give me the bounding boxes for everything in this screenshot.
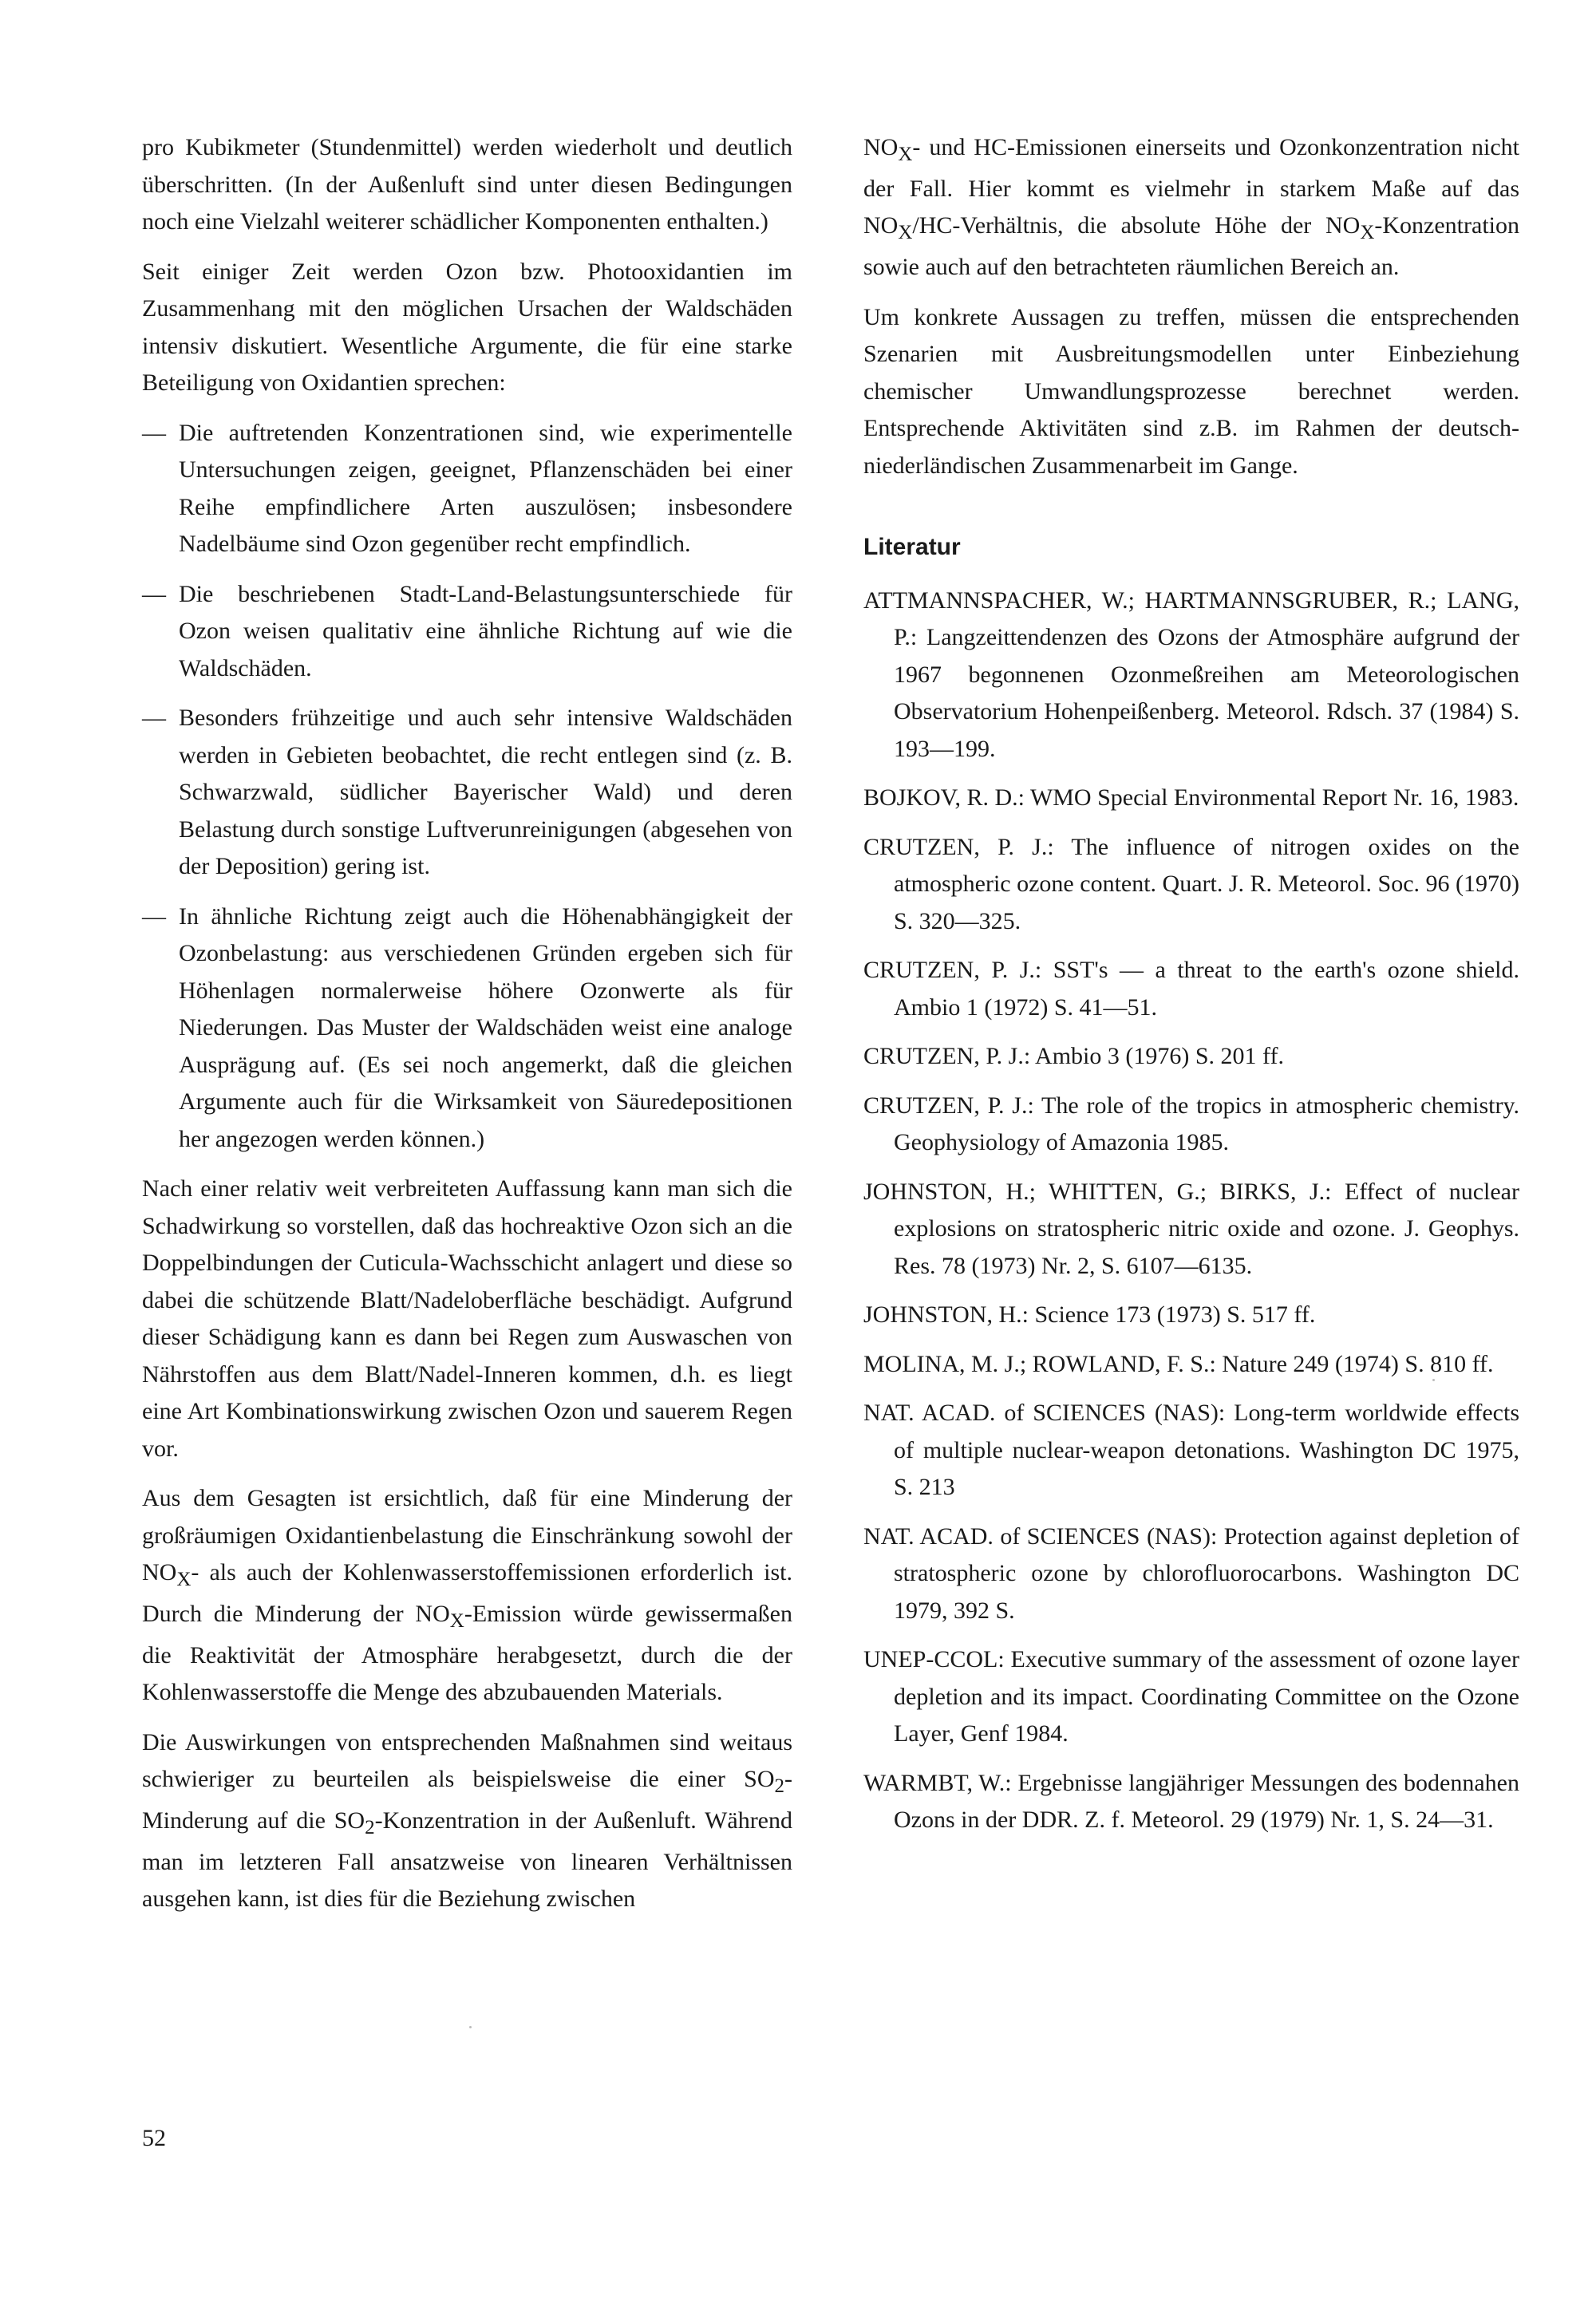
text-run: -Konzentration in der Außenluft. Während man im letzteren Fall ansatzweise von linearen Verhältnissen ausgehen kann, ist dies für die Beziehung zwischen	[142, 1807, 792, 1912]
reference-item: UNEP-CCOL: Executive summary of the assessment of ozone layer depletion and its impact. Coordinating Committee on the Ozone Layer, Genf 1984.	[863, 1646, 1519, 1747]
reference-item: CRUTZEN, P. J.: Ambio 3 (1976) S. 201 ff.	[863, 1043, 1284, 1069]
paragraph	[142, 1724, 792, 1918]
reference-item: BOJKOV, R. D.: WMO Special Environmental Report Nr. 16, 1983.	[863, 784, 1519, 811]
reference-item: CRUTZEN, P. J.: The influence of nitrogen oxides on the atmospheric ozone content. Quart. J. R. Meteorol. Soc. 96 (1970) S. 320—325.	[863, 833, 1519, 934]
left-column	[142, 129, 792, 1931]
reference-item: CRUTZEN, P. J.: The role of the tropics in atmospheric chemistry. Geophysiology of Amazonia 1985.	[863, 1092, 1519, 1155]
paragraph: Um konkrete Aussagen zu treffen, müssen die entsprechenden Szenarien mit Ausbreitungsmodellen unter Einbeziehung chemischer Umwandlungsprozesse berechnet werden. Entsprechende Aktivitäten sind z.B. im Rahmen der deutsch-niederländischen Zusammenarbeit im Gange.	[863, 303, 1519, 479]
subscript: X	[176, 1569, 192, 1590]
reference-item: CRUTZEN, P. J.: SST's — a threat to the earth's ozone shield. Ambio 1 (1972) S. 41—51.	[863, 957, 1519, 1021]
reference-item: ATTMANNSPACHER, W.; HARTMANNSGRUBER, R.; LANG, P.: Langzeittendenzen des Ozons der Atmosphäre aufgrund der 1967 begonnenen Ozonmeßreihen am Meteorologischen Observatorium Hohenpeißenberg. Meteorol. Rdsch. 37 (1984) S. 193—199.	[863, 586, 1519, 762]
reference-list	[863, 582, 1519, 1839]
text-run: Die Auswirkungen von entsprechenden Maßnahmen sind weitaus schwieriger zu beurteilen als beispielsweise die einer SO	[142, 1728, 792, 1792]
subscript: X	[898, 144, 913, 165]
reference-item: JOHNSTON, H.: Science 173 (1973) S. 517 ff.	[863, 1301, 1316, 1328]
paragraph: pro Kubikmeter (Stundenmittel) werden wiederholt und deutlich überschritten. (In der Außenluft sind unter diesen Bedingungen noch eine Vielzahl weiterer schädlicher Komponenten enthalten.)	[142, 134, 792, 235]
subscript: X	[898, 222, 913, 244]
text-run: -Emission würde gewissermaßen die Reaktivität der Atmosphäre herabgesetzt, durch die der Kohlenwasserstoffe die Menge des abzubauenden Materials.	[142, 1600, 792, 1705]
reference-item: MOLINA, M. J.; ROWLAND, F. S.: Nature 249 (1974) S. 810 ff.	[863, 1350, 1494, 1377]
text-run: /HC-Verhältnis, die absolute Höhe der NO	[912, 212, 1361, 239]
page-number: 52	[142, 2125, 166, 2151]
paragraph: Seit einiger Zeit werden Ozon bzw. Photooxidantien im Zusammenhang mit den möglichen Ursachen der Waldschäden intensiv diskutiert. Wesentliche Argumente, die für eine starke Beteiligung von Oxidantien sprechen:	[142, 258, 792, 396]
reference-item: NAT. ACAD. of SCIENCES (NAS): Protection against depletion of stratospheric ozone by chlorofluorocarbons. Washington DC 1979, 392 S.	[863, 1522, 1519, 1624]
subscript: X	[1360, 222, 1375, 244]
reference-item: WARMBT, W.: Ergebnisse langjähriger Messungen des bodennahen Ozons in der DDR. Z. f. Meteorol. 29 (1979) Nr. 1, S. 24—31.	[863, 1769, 1519, 1833]
argument-list	[142, 415, 792, 1159]
reference-item: NAT. ACAD. of SCIENCES (NAS): Long-term worldwide effects of multiple nuclear-weapon detonations. Washington DC 1975, S. 213	[863, 1400, 1519, 1500]
text-run: Aus dem Gesagten ist ersichtlich, daß für eine Minderung der großräumigen Oxidantienbelastung die Einschränkung sowohl der NO	[142, 1485, 792, 1585]
paragraph	[863, 129, 1519, 286]
list-item: — In ähnliche Richtung zeigt auch die Höhenabhängigkeit der Ozonbelastung: aus verschiedenen Gründen ergeben sich für Höhenlagen normalerweise höhere Ozonwerte als für Niederungen. Das Muster der Waldschäden weist eine analoge Ausprägung auf. (Es sei noch angemerkt, daß die gleichen Argumente auch für die Wirksamkeit von Säuredepositionen her angezogen werden können.)	[142, 898, 792, 1159]
text-run: - als auch der Kohlenwasserstoffemissionen erforderlich ist. Durch die Minderung der NO	[142, 1559, 792, 1627]
reference-item: JOHNSTON, H.; WHITTEN, G.; BIRKS, J.: Effect of nuclear explosions on stratospheric nitric oxide and ozone. J. Geophys. Res. 78 (1973) Nr. 2, S. 6107—6135.	[863, 1178, 1519, 1279]
right-column	[863, 129, 1519, 1851]
scan-speck	[1432, 1379, 1435, 1381]
text-run: -Minderung auf die SO	[142, 1766, 792, 1834]
text-run: - und HC-Emissionen einerseits und Ozonkonzentration nicht der Fall. Hier kommt es vielmehr in starkem Maße auf das NO	[863, 134, 1519, 239]
literature-heading: Literatur	[863, 534, 961, 560]
paragraph	[142, 1480, 792, 1712]
scan-speck	[469, 2026, 472, 2028]
subscript: 2	[774, 1775, 784, 1797]
text-run: -Konzentration sowie auch auf den betrachteten räumlichen Bereich an.	[863, 212, 1519, 280]
paragraph: Nach einer relativ weit verbreiteten Auffassung kann man sich die Schadwirkung so vorstellen, daß das hochreaktive Ozon sich an die Doppelbindungen der Cuticula-Wachsschicht anlagert und diese so dabei die schützende Blatt/Nadeloberfläche beschädigt. Aufgrund dieser Schädigung kann es dann bei Regen zum Auswaschen von Nährstoffen aus dem Blatt/Nadel-Inneren kommen, d.h. es liegt eine Art Kombinationswirkung zwischen Ozon und sauerem Regen vor.	[142, 1175, 792, 1462]
list-item: — Besonders frühzeitige und auch sehr intensive Waldschäden werden in Gebieten beobachtet, die recht entlegen sind (z. B. Schwarzwald, südlicher Bayerischer Wald) und deren Belastung durch sonstige Luftverunreinigungen (abgesehen von der Deposition) gering ist.	[142, 700, 792, 886]
list-item: — Die beschriebenen Stadt-Land-Belastungsunterschiede für Ozon weisen qualitativ eine ähnliche Richtung auf wie die Waldschäden.	[142, 576, 792, 688]
subscript: X	[449, 1609, 464, 1632]
text-run: NO	[863, 134, 899, 160]
list-item: — Die auftretenden Konzentrationen sind, wie experimentelle Untersuchungen zeigen, geeignet, Pflanzenschäden bei einer Reihe empfindlichere Arten auszulösen; insbesondere Nadelbäume sind Ozon gegenüber recht empfindlich.	[142, 415, 792, 563]
subscript: 2	[365, 1816, 375, 1838]
